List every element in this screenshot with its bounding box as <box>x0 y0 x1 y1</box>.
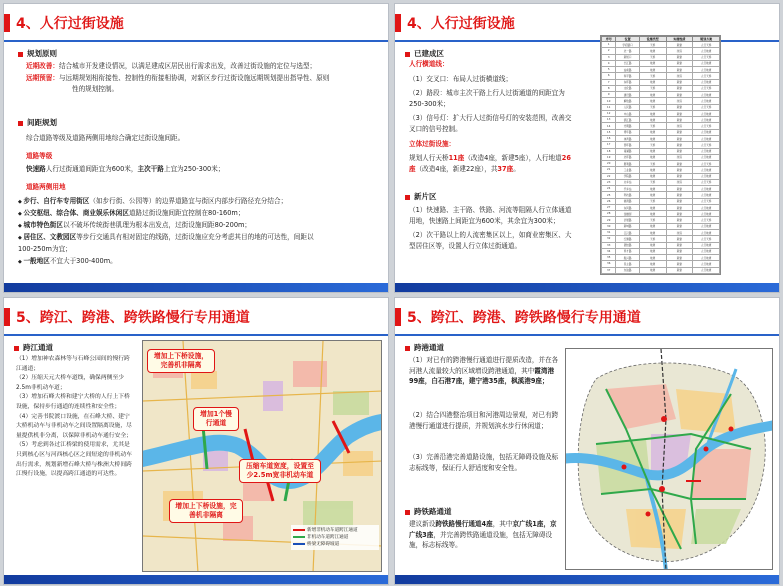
river-crossing-map <box>142 340 382 572</box>
subheading-grade-separated: 立体过街设施： <box>409 140 456 148</box>
table-cell: 学府路口 <box>616 42 639 48</box>
table-cell: 人行天桥 <box>693 161 720 167</box>
table-cell: 16 <box>602 135 616 141</box>
table-cell: 解放路 <box>616 98 639 104</box>
callout-add-slow-lane: 增加1个慢行通道 <box>193 407 239 431</box>
table-cell: 2 <box>602 48 616 54</box>
harbor-crossing-map <box>565 348 773 570</box>
table-cell: 胜利路 <box>616 161 639 167</box>
table-cell: 15 <box>602 129 616 135</box>
table-cell: 1 <box>602 42 616 48</box>
table-cell: 改造 <box>666 98 693 104</box>
new-area-rule-2: （2）次干路以上的人流密集区以上，如商业密集区、大型居住区等，设置人行立体过街通道。 <box>409 231 572 250</box>
slide-title-bar <box>395 298 779 336</box>
table-cell: 新建 <box>666 204 693 210</box>
table-cell: 7 <box>602 79 616 85</box>
table-cell: 6 <box>602 73 616 79</box>
table-cell: 青年路 <box>616 129 639 135</box>
legend-item-existing: 非机动车道跨江通道 <box>293 534 377 541</box>
table-cell: 天桥 <box>639 104 666 110</box>
table-cell: 人行地道 <box>693 154 720 160</box>
table-cell: 人行地道 <box>693 229 720 235</box>
table-cell: 人行地道 <box>693 167 720 173</box>
table-cell: 新街口 <box>616 54 639 60</box>
table-cell: 人行天桥 <box>693 142 720 148</box>
table-cell: 新建 <box>666 79 693 85</box>
table-cell: 科技路 <box>616 192 639 198</box>
crossing-facility-table <box>600 35 721 275</box>
slide-title: 5、跨江、跨港、跨铁路慢行专用通道 <box>407 310 641 326</box>
section-heading-spacing: 间距规划 <box>18 117 57 128</box>
table-cell: 天桥 <box>639 179 666 185</box>
table-cell: 新建 <box>666 85 693 91</box>
table-cell: 人行天桥 <box>693 42 720 48</box>
table-cell: 14 <box>602 123 616 129</box>
section-heading-new-area: 新片区 <box>405 191 437 202</box>
bullet-pedestrian-zone: ◆ 步行、自行车专用街区（如步行街、公园等）的边界道路宜与街区内部步行路径充分结合； <box>18 196 378 208</box>
table-cell: 火车站 <box>616 179 639 185</box>
table-cell: 新建 <box>666 267 693 273</box>
callout-add-ramps-2: 增加上下桥设施，完善机非隔离 <box>169 499 243 523</box>
table-cell: 改造 <box>666 123 693 129</box>
table-cell: 地道 <box>639 242 666 248</box>
principle-long-term: 远期预留：与远期规划相衔接性、控制性的衔接相协调，对新区步行过街设施远期规划提出指导性、原则 性的规划控制。 <box>26 74 330 93</box>
table-header-cell: 实施性质 <box>666 37 693 42</box>
table-cell: 北一路 <box>616 48 639 54</box>
table-cell: 新建 <box>666 104 693 110</box>
table-cell: 人行地道 <box>693 135 720 141</box>
section-heading-principles: 规划原则 <box>18 48 57 59</box>
slide-footer-bar <box>395 283 779 292</box>
harbor-item-3: （3）完善沿港完善道路设施，包括无障碍设施及标志标线等，保证行人舒适度和安全性。 <box>409 453 559 472</box>
table-cell: 地道 <box>639 211 666 217</box>
section-heading-harbor-crossing: 跨港通道 <box>405 342 444 353</box>
table-header-cell: 位置 <box>616 37 639 42</box>
table-cell: 地道 <box>639 67 666 73</box>
table-cell: 地道 <box>639 167 666 173</box>
table-cell: 新建 <box>666 261 693 267</box>
table-cell: 人行地道 <box>693 148 720 154</box>
table-cell: 天桥 <box>639 161 666 167</box>
table-cell: 新建 <box>666 117 693 123</box>
callout-add-ramps-1: 增加上下桥设施，完善机非隔离 <box>147 349 215 373</box>
table-cell: 新建 <box>666 173 693 179</box>
title-marker <box>4 14 10 32</box>
harbor-item-2: （2）结合四港整治项目和河港周边景观，对已有跨港慢行通道进行提质，并规划滨水步行休闲道； <box>409 411 559 430</box>
table-cell: 人行地道 <box>693 48 720 54</box>
table-cell: 新建 <box>666 192 693 198</box>
table-cell: 人行地道 <box>693 129 720 135</box>
table-cell: 地道 <box>639 248 666 254</box>
table-cell: 南湖路 <box>616 148 639 154</box>
section-heading-railway-crossing: 跨铁路通道 <box>405 506 452 517</box>
table-cell: 新建 <box>666 148 693 154</box>
table-cell: 新建 <box>666 248 693 254</box>
table-cell: 地道 <box>639 173 666 179</box>
table-cell: 江汉路 <box>616 229 639 235</box>
table-cell: 金融街 <box>616 211 639 217</box>
table-cell: 人行地道 <box>693 223 720 229</box>
table-cell: 新城路 <box>616 223 639 229</box>
table-cell: 团结路 <box>616 242 639 248</box>
table-cell: 地道 <box>639 229 666 235</box>
table-cell: 会展路 <box>616 217 639 223</box>
table-cell: 地道 <box>639 267 666 273</box>
table-cell: 人行天桥 <box>693 104 720 110</box>
table-cell: 33 <box>602 242 616 248</box>
bullet-residential: ◆ 居住区、文教园区等步行交通具有相对固定的线路，过街设施应充分考虑其目的地的可达性，间距以 100-250m为宜； <box>18 232 378 254</box>
table-cell: 天桥 <box>639 198 666 204</box>
table-cell: 地道 <box>639 98 666 104</box>
table-cell: 人行地道 <box>693 110 720 116</box>
table-cell: 24 <box>602 186 616 192</box>
table-cell: 36 <box>602 261 616 267</box>
table-cell: 建设路 <box>616 92 639 98</box>
map-graphic <box>566 349 773 570</box>
table-cell: 22 <box>602 173 616 179</box>
crosswalk-intersection: （1）交叉口：布局人过街横道线； <box>409 75 513 83</box>
table-cell: 人行天桥 <box>693 179 720 185</box>
table-cell: 13 <box>602 117 616 123</box>
section-heading-river-crossing: 跨江通道 <box>14 342 53 353</box>
table-cell: 地道 <box>639 79 666 85</box>
table-cell: 人行地道 <box>693 267 720 273</box>
subheading-land-use: 道路两侧用地 <box>26 183 66 191</box>
table-cell: 31 <box>602 229 616 235</box>
table-header-cell: 序号 <box>602 37 616 42</box>
table-cell: 26 <box>602 198 616 204</box>
table-cell: 红旗路 <box>616 236 639 242</box>
table-cell: 17 <box>602 142 616 148</box>
harbor-item-1: （1）对已有的跨港慢行通道进行提质改造，并在各河港人流量较大的区域增设跨港通道，其中霞湾港99座，白石港7座，建宁港35座，枫溪港9座； <box>409 356 559 385</box>
table-cell: 25 <box>602 192 616 198</box>
table-cell: 人行地道 <box>693 67 720 73</box>
table-cell: 12 <box>602 110 616 116</box>
table-cell: 8 <box>602 85 616 91</box>
table-header-cell: 规划方案 <box>693 37 720 42</box>
table-cell: 体育路 <box>616 135 639 141</box>
slide-footer-bar <box>395 575 779 584</box>
table-cell: 28 <box>602 211 616 217</box>
table-cell: 汽车站 <box>616 186 639 192</box>
table-cell: 人行天桥 <box>693 217 720 223</box>
table-cell: 人行天桥 <box>693 236 720 242</box>
table-cell: 人行地道 <box>693 255 720 261</box>
table-cell: 天桥 <box>639 217 666 223</box>
table-cell: 10 <box>602 98 616 104</box>
table-cell: 改造 <box>666 154 693 160</box>
bullet-general-area: ◆ 一般地区不宜大于300-400m。 <box>18 256 378 268</box>
table-cell: 新建 <box>666 92 693 98</box>
road-grade-spacing: 快速路人行过街通道间距宜为600米，主次干路上宜为250-300米； <box>26 165 225 173</box>
legend-item-new: 新增非机动车道跨江通道 <box>293 527 377 534</box>
table-cell: 人行地道 <box>693 173 720 179</box>
table-cell: 地道 <box>639 148 666 154</box>
table-cell: 地道 <box>639 204 666 210</box>
table-cell: 新建 <box>666 198 693 204</box>
table-cell: 新建 <box>666 54 693 60</box>
table-cell: 9 <box>602 92 616 98</box>
table-cell: 地道 <box>639 92 666 98</box>
table-cell: 11 <box>602 104 616 110</box>
table-cell: 人行地道 <box>693 192 720 198</box>
table-cell: 学院路 <box>616 173 639 179</box>
table-cell: 新建 <box>666 60 693 66</box>
table-cell: 友谊路 <box>616 267 639 273</box>
slide-title: 4、人行过街设施 <box>16 16 124 32</box>
callout-narrow-lanes: 压缩车道宽度，设置至少2.5m宽非机动车道 <box>239 459 321 483</box>
slide-title-bar <box>4 4 388 42</box>
table-cell: 3 <box>602 54 616 60</box>
table-cell: 34 <box>602 248 616 254</box>
table-cell: 工业路 <box>616 167 639 173</box>
railway-crossing-plan: 建议新设跨铁路慢行通道4座，其中京广线1座，京广线3座，并完善跨铁路通道设施，包括无障碍设施，标志标线等。 <box>409 520 557 549</box>
table-cell: 天桥 <box>639 54 666 60</box>
table-cell: 振兴路 <box>616 255 639 261</box>
table-cell: 人行地道 <box>693 79 720 85</box>
table-cell: 新建 <box>666 236 693 242</box>
table-cell: 新建 <box>666 142 693 148</box>
table-row <box>602 267 720 273</box>
table-cell: 人行天桥 <box>693 123 720 129</box>
table-cell: 地道 <box>639 223 666 229</box>
slide-harbor-railway-crossing <box>395 298 779 584</box>
table-cell: 新建 <box>666 223 693 229</box>
table-cell: 光明路 <box>616 123 639 129</box>
table-cell: 20 <box>602 161 616 167</box>
table-cell: 东风路 <box>616 204 639 210</box>
table-cell: 新建 <box>666 135 693 141</box>
table-cell: 地道 <box>639 110 666 116</box>
table-cell: 育才路 <box>616 248 639 254</box>
table-cell: 27 <box>602 204 616 210</box>
legend-item-ramp: 桥梁无障碍坡道 <box>293 541 377 548</box>
table-cell: 港湾路 <box>616 198 639 204</box>
table-cell: 19 <box>602 154 616 160</box>
table-cell: 站前路 <box>616 67 639 73</box>
table-cell: 改造 <box>666 48 693 54</box>
subheading-crosswalk: 人行横道线： <box>409 60 449 68</box>
subheading-road-grade: 道路等级 <box>26 152 53 160</box>
section-heading-built-area: 已建成区 <box>405 48 444 59</box>
table-cell: 文化路 <box>616 85 639 91</box>
crosswalk-signal: （3）信号灯：扩大行人过街信号灯的安装范围，改善交叉口的信号控制。 <box>409 114 572 133</box>
new-area-rule-1: （1）快速路、主干路、铁路、河流等阻隔人行立体通道用地，快速路上间距宜为600米，其余宜为300米； <box>409 206 572 225</box>
title-marker <box>4 308 10 326</box>
table-cell: 人行地道 <box>693 60 720 66</box>
table-cell: 改造 <box>666 73 693 79</box>
table-cell: 长江路 <box>616 60 639 66</box>
table-cell: 30 <box>602 223 616 229</box>
table-cell: 西环路 <box>616 142 639 148</box>
table-cell: 21 <box>602 167 616 173</box>
table-cell: 人行天桥 <box>693 198 720 204</box>
table-cell: 民主路 <box>616 261 639 267</box>
table-cell: 人行地道 <box>693 92 720 98</box>
map-legend <box>291 525 379 550</box>
table-cell: 地道 <box>639 186 666 192</box>
table-cell: 4 <box>602 60 616 66</box>
table-cell: 新建 <box>666 167 693 173</box>
table-cell: 5 <box>602 67 616 73</box>
table-cell: 人行天桥 <box>693 73 720 79</box>
table-cell: 人行天桥 <box>693 85 720 91</box>
crosswalk-road-segment: （2）路段：城市主次干路上行人过街通道的间距宜为250-300米； <box>409 89 565 108</box>
slide-river-crossing <box>4 298 388 584</box>
table-cell: 新建 <box>666 161 693 167</box>
slide-footer-bar <box>4 575 388 584</box>
table-cell: 天桥 <box>639 73 666 79</box>
table-cell: 天桥 <box>639 123 666 129</box>
principle-near-term: 近期改善：结合城市开发建设情况，以满足建成区居民出行需求出发，改善过街设施的定位与选型； <box>26 62 317 70</box>
slide-title: 5、跨江、跨港、跨铁路慢行专用通道 <box>16 310 250 326</box>
table-cell: 人行天桥 <box>693 54 720 60</box>
river-crossing-items: （1）增加神农森林等与石峰公园间的慢行跨江通道； （2）压缩天元大桥车道线，确保两侧至少2.5m非机动车道； （3）增加石峰大桥和建宁大桥的人行上下桥设施，保持步行通道的连续性和安全性； （4）完善书院渡口设施，在石峰大桥、建宁大桥机动车与非机动车之间设置隔离设施，尽量提供机非分离，以保障非机动车通行安全； （5）考虑到各过江桥梁的使用需求，尤其是只到核心区与河西核心区之间短途的非机动车出行需求，规划新增石峰大桥与株洲大桥间跨江慢行设施，以提高跨江通道的可达性。 <box>16 356 132 478</box>
table-cell: 新建 <box>666 211 693 217</box>
table-cell: 地道 <box>639 135 666 141</box>
table-cell: 新建 <box>666 110 693 116</box>
table-cell: 改造 <box>666 229 693 235</box>
table-cell: 人行地道 <box>693 186 720 192</box>
slide-footer-bar <box>4 283 388 292</box>
table-cell: 地道 <box>639 48 666 54</box>
table-cell: 人行地道 <box>693 242 720 248</box>
table-cell: 地道 <box>639 192 666 198</box>
table-cell: 新建 <box>666 255 693 261</box>
table-cell: 人行地道 <box>693 211 720 217</box>
table-header-cell: 设施类型 <box>639 37 666 42</box>
table-cell: 地道 <box>639 60 666 66</box>
table-cell: 18 <box>602 148 616 154</box>
slide-pedestrian-crossing-principles <box>4 4 388 292</box>
table-cell: 天桥 <box>639 85 666 91</box>
title-marker <box>395 308 401 326</box>
table-cell: 天桥 <box>639 142 666 148</box>
table-cell: 人行地道 <box>693 117 720 123</box>
slide-title-bar <box>395 4 779 42</box>
table-cell: 人行地道 <box>693 204 720 210</box>
table-cell: 地道 <box>639 261 666 267</box>
table-cell: 北环路 <box>616 154 639 160</box>
table-cell: 改造 <box>666 179 693 185</box>
table-cell: 天桥 <box>639 42 666 48</box>
table-cell: 新建 <box>666 67 693 73</box>
table-cell: 人行地道 <box>693 248 720 254</box>
table-cell: 地道 <box>639 129 666 135</box>
slide-title-bar <box>4 298 388 336</box>
table-cell: 人行地道 <box>693 261 720 267</box>
table-cell: 32 <box>602 236 616 242</box>
title-marker <box>395 14 401 32</box>
table-cell: 新建 <box>666 42 693 48</box>
table-cell: 新建 <box>666 217 693 223</box>
table-cell: 地道 <box>639 255 666 261</box>
table-cell: 23 <box>602 179 616 185</box>
slide-title: 4、人行过街设施 <box>407 16 515 32</box>
table-cell: 滨江路 <box>616 117 639 123</box>
table-cell: 东环路 <box>616 79 639 85</box>
bullet-heritage-district: ◆ 城市特色街区以不破坏传统街巷肌理为根本出发点，过街设施间距80-200m； <box>18 220 378 232</box>
grade-separated-plan: 规划人行天桥11座（改造4座，新建5座），人行地道26座（改造4座，新建22座），共37座。 <box>409 154 571 173</box>
spacing-intro: 综合道路等级及道路两侧用地综合确定过街设施间距。 <box>26 134 185 142</box>
table-cell: 天桥 <box>639 236 666 242</box>
table-cell: 和平路 <box>616 73 639 79</box>
table-cell: 人行地道 <box>693 98 720 104</box>
bullet-transit-hub: ◆ 公交枢纽、综合体、商业娱乐休闲区道路过街设施间距宜控制在80-160m； <box>18 208 378 220</box>
slide-pedestrian-crossing-built-area <box>395 4 779 292</box>
table-cell: 中山路 <box>616 110 639 116</box>
table-cell: 人民路 <box>616 104 639 110</box>
table-cell: 新建 <box>666 242 693 248</box>
table-cell: 新建 <box>666 129 693 135</box>
table-cell: 新建 <box>666 186 693 192</box>
table-cell: 地道 <box>639 117 666 123</box>
table-cell: 37 <box>602 267 616 273</box>
table-cell: 29 <box>602 217 616 223</box>
table-cell: 35 <box>602 255 616 261</box>
table-cell: 地道 <box>639 154 666 160</box>
